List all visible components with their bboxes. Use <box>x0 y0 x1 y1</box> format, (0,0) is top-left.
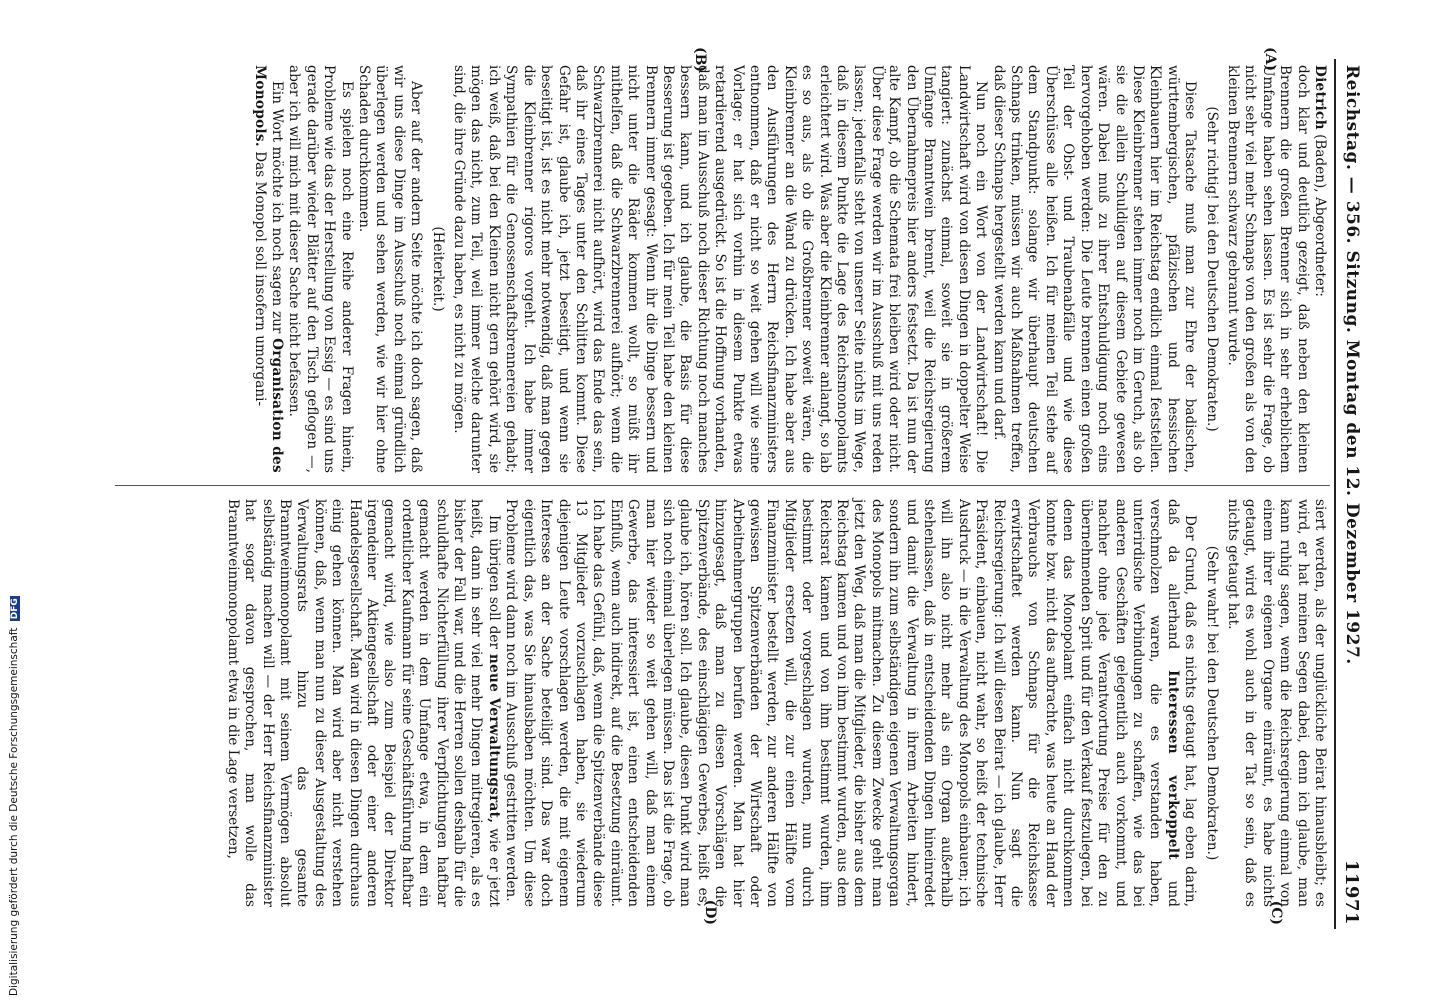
margin-marker-b: (B) <box>692 47 708 73</box>
paragraph: siert werden, als der unglückliche Beirat hinausbleibt; es wird, er hat meinen Segen dabei, denn ich glaube, man kann ruhig sagen, wenn die Reichsregierung einmal von einem ihrer eigenen Organe einräumt, es habe nichts getaugt, wird es wohl auch in der Tat so sein, daß es nichts getaugt hat. <box>1224 499 1328 907</box>
speaker-name: Dietrich <box>1312 65 1328 130</box>
paragraph <box>223 499 502 907</box>
paragraph: Aber auf der andern Seite möchte ich doch sagen, daß wir uns diese Dinge im Ausschuß noch einmal gründlich überlegen werden und sehen werden, wie wir hier ohne Schaden durchkommen. <box>356 65 425 473</box>
interjection: (Sehr wahr! bei den Deutschen Demokraten.) <box>1203 545 1220 861</box>
text-run: und verschmolzen waren, die es verstanden haben, unterirdische Verbindungen zu schaffen, wie das bei anderen Geschäften gelegentlich auch vorkommt, und nachher ohne jede Verantwortung Preise für den zu übernehmenden Sprit und für den Verkauf festzulegen, bei denen das Monopolamt einfach nicht durchkommen konnte bzw. nicht das aufbrachte, was heute an Hand der Verbrauchs von Schnaps für die Reichskasse erwirtschaftet werden kann. Nun sagt die Reichsregierung: Ich will diesen Beirat — ich glaube, Herr Präsident, einbauen, nicht wahr, so heißt der technische Ausdruck — in die Verwaltung des Monopols einbauen; ich will ihn also nicht mehr als ein Organ außerhalb stehenlassen, daß in entscheidenden Dingen hineinredet und damit die Verwaltung in ihrem Arbeiten hindert, sondern ihn zum selbständigen eigenen Verwaltungsorgan des Monopols mitmachen. Zu diesem Zwecke geht man jetzt den Weg, daß man die Mitglieder, die bisher aus dem Reichstag kamen und von ihm bestimmt wurden, aus dem Reichsrat kamen und von ihm bestimmt wurden, ihm bestimmt oder vorgeschlagen wurden, nun durch Mitglieder ersetzen will, die zur einen Hälfte vom Finanzminister bestellt werden, zur anderen Hälfte von gewissen Spitzenverbänden der Wirtschaft oder Arbeitnehmergruppen berufen werden. Man hat hier hinzugesagt, daß man zu diesen Vorschlägen die Spitzenverbände, des einschlägigen Gewerbes, heißt es, glaube ich, hören soll. Ich glaube, diesen Punkt wird man sich noch einmal überlegen müssen. Das ist die Frage, ob man hier wieder so weit gehen will, daß man einem Gewerbe, das interessiert ist, einen entscheidenden Einfluß, wenn auch indirekt, auf die Besetzung einräumt. Ich habe das Gefühl, daß, wenn die Spitzenverbände diese 13 Mitglieder vorzuschlagen haben, sie wiederum diejenigen Leute vorschlagen werden, die mit eigenem Interesse an der Sache beteiligt sind. Das war doch eigentlich das, was Sie hinausbaben möchten. Um diese Probleme wird dann noch im Ausschuß gestritten werden. <box>503 499 1181 907</box>
text-run: Der Grund, daß es nichts getaugt hat, lag eben darin, daß da allerhand <box>1164 499 1199 907</box>
dfg-logo: DFG <box>10 598 20 620</box>
digitization-credit-sidebar <box>2 0 24 1000</box>
text-run: Ein Wort möchte ich noch sagen zur <box>269 81 286 334</box>
paragraph: Nun noch ein Wort von der Landwirtschaft! Die Landwirtschaft wird von diesen Dingen in doppelter Weise tangiert: zunächst einmal, soweit sie in größerem Umfange Branntwein brennt, weil die Reichsregierung den Übernahmepreis hier anders festsetzt. Da ist nun der alte Kampf, ob die Schemata frei bleiben wird oder nicht. Über diese Frage werden wir im Ausschuß mit uns reden lassen; jedenfalls steht von unserer Seite nichts im Wege, daß in diesem Punkte die Lage des Reichsmonopolamts erleichtert wird. Was aber die Kleinbrenner anlangt, so lab es so aus, als ob die Großbrenner soweit wären, die Kleinbrenner an die Wand zu drücken. Ich habe aber aus den Ausführungen des Herrn Reichsfinanzministers entnommen, daß er nicht so weit gehen will wie seine Vorlage; er hat sich vorhin in diesem Punkte etwas retardierend ausgedrückt. So ist die Hoffnung vorhanden, daß man im Ausschuß noch dieser Richtung noch manches bessern kann, und ich glaube, die Basis für diese Besserung ist gegeben. Ich für mein Teil habe den kleinen Brennern immer gesagt: Wenn ihr die Dinge bessern und nicht unter die Räder kommen wollt, so müßt ihr mithelfen, daß die Schwarzbrennerei aufhört; wenn die Schwarzbrennerei nicht aufhört, wird das Ende das sein, daß ihr eines Tages unter den Schlitten kommt. Diese Gefahr ist, glaube ich, jetzt beseitigt, und wenn sie beseitigt ist, ist es nicht mehr notwendig, daß man gegen die Kleinbrenner rigoros vorgeht. Ich habe immer Sympathien für die Genossenschaftsbrennereien gehabt; ich weiß, daß bei den Kleinen nicht gern gehört wird, sie mögen das nicht, zum Teil, weil immer welche darunter sind, die ihre Gründe dazu haben, es nicht zu mögen. <box>451 65 990 473</box>
speaker-role: (Baden), Abgeordneter: <box>1312 134 1328 297</box>
text-run: Im übrigen soll der <box>485 515 502 649</box>
page-number: 11971 <box>1341 859 1362 925</box>
text-run: Das Monopol soll insofern umorgani- <box>251 151 268 407</box>
bold-term: Organisation des Monopols. <box>251 65 286 473</box>
margin-marker-d: (D) <box>702 899 718 925</box>
right-column <box>108 499 1328 925</box>
paragraph: doch klar und deutlich gezeigt, daß neben den kleinen Brennern die großen Brenner sich in sehr erheblichem Umfange haben sehen lassen. Es ist sehr die Frage, ob nicht sehr viel mehr Schnaps von den großen als von den kleinen Brennern schwarz gebrannt wurde. <box>1224 65 1311 473</box>
paragraph: Diese Tatsache muß man zur Ehre der badischen, württembergischen, pfälzischen und hessischen Kleinbauern hier im Reichstag endlich einmal feststellen. Diese Kleinbrenner stehen immer noch im Geruch, als ob sie die allein Schuldigen auf diesem Gebiete gewesen wären. Dabei muß zu ihrer Entschuldigung noch eins hervorgehoben werden: Die Leute brennen einen großen Teil der Obst- und Traubenabfälle und wie diese Überschüsse alle heißen. Ich für meinen Teil stehe auf dem Standpunkt: solange wir überhaupt deutschen Schnaps trinken, müssen wir auch Maßnahmen treffen, daß dieser Schnaps hergestellt werden kann und darf. <box>990 65 1199 473</box>
credit-label: Digitalisierung gefördert durch die Deutsche Forschungsgemeinschaft <box>8 627 20 996</box>
text-run: wie er jetzt heißt, dann in sehr viel mehr Dingen mitregieren, als es bisher der Fall war, und die Herren sollen deshalb für die schuldhafte Nichterfüllung ihrer Verpflichtungen haftbar gemacht werden in dem Umfange etwa, in dem ein ordentlicher Kaufmann für seine Geschäftsführung haftbar gemacht wird, wie also zum Beispiel der Direktor irgendeiner Aktiengesellschaft oder einer anderen Handelsgesellschaft. Man wird in diesen Dingen durchaus einig gehen können. Man wird aber nicht verstehen können, daß, wenn man nun zu dieser Ausgestaltung des Verwaltungsrats hinzu das gesamte Branntweinmonopolamt mit seinem Vermögen absolut selbständig machen will — der Herr Reichsfinanzminister hat sogar davon gesprochen, man wolle das Branntweinmonopolamt etwa in die Lage versetzen, <box>224 499 502 907</box>
margin-marker-a: (A) <box>1262 47 1278 72</box>
bold-term: neue Verwaltungsrat, <box>485 653 502 824</box>
page-header <box>1336 59 1366 929</box>
header-rule <box>1334 59 1336 929</box>
running-head: Reichstag. — 356. Sitzung. Montag den 12. Dezember 1927. <box>1342 65 1362 665</box>
paragraph <box>250 65 285 473</box>
interjection: (Heiterkeit.) <box>429 226 446 312</box>
speaker-line <box>1311 65 1328 473</box>
paragraph <box>502 499 1198 907</box>
column-divider <box>115 485 1330 486</box>
paragraph: Es spielen noch eine Reihe anderer Fragen hinein, Probleme wie das der Herstellung von Essig — es sind uns gerade darüber wieder Blätter auf den Tisch geflogen —, aber ich will mich mit dieser Sache nicht befassen. <box>286 65 355 473</box>
scanned-page <box>91 47 1366 929</box>
margin-marker-c: (C) <box>1268 900 1284 925</box>
credit-text <box>8 536 22 996</box>
left-column <box>108 47 1328 473</box>
bold-term: Interessen verkoppelt <box>1164 670 1181 860</box>
interjection: (Sehr richtig! bei den Deutschen Demokraten.) <box>1203 106 1220 432</box>
